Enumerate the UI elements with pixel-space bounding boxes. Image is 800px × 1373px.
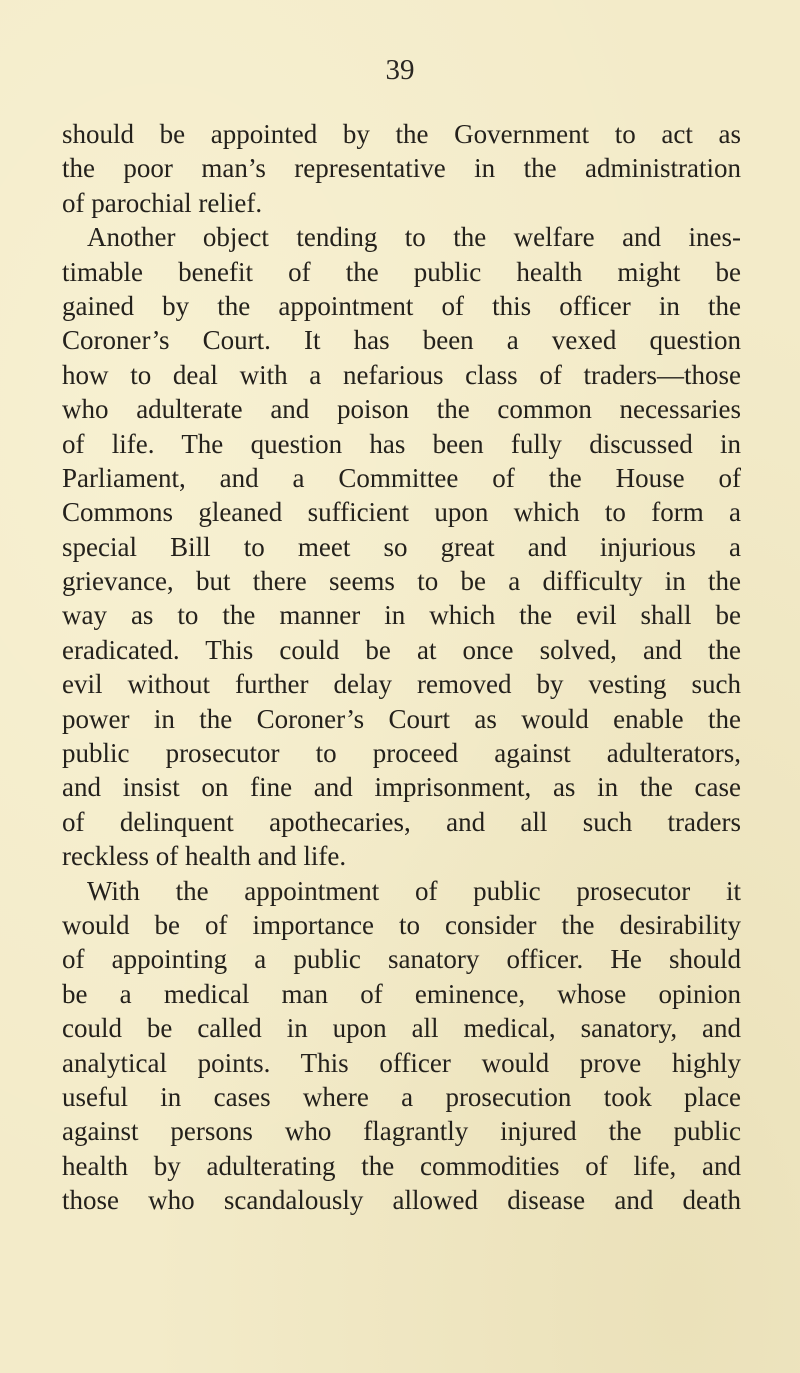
text-line: way as to the manner in which the evil shall be	[62, 600, 741, 631]
text-line: those who scandalously allowed disease and death	[62, 1185, 741, 1216]
text-line: should be appointed by the Government to act as	[62, 119, 741, 149]
text-line: Commons gleaned sufficient upon which to form a	[62, 497, 741, 528]
text-line: eradicated. This could be at once solved, and the	[62, 634, 741, 665]
text-line: useful in cases where a prosecution took place	[62, 1081, 741, 1112]
text-line: could be called in upon all medical, sanatory, and	[62, 1013, 741, 1044]
text-line: grievance, but there seems to be a difficulty in the	[62, 566, 741, 597]
text-line: gained by the appointment of this officer in the	[62, 290, 741, 321]
text-line: and insist on fine and imprisonment, as in the case	[62, 772, 741, 803]
text-line: With the appointment of public prosecutor it	[87, 875, 741, 906]
text-line: evil without further delay removed by vesting such	[62, 669, 741, 700]
text-line: Another object tending to the welfare and ines-	[87, 222, 741, 253]
text-line: the poor man’s representative in the administration	[62, 153, 741, 184]
text-line: reckless of health and life.	[62, 841, 347, 872]
text-line: be a medical man of eminence, whose opinion	[62, 978, 741, 1009]
text-line: power in the Coroner’s Court as would enable the	[62, 703, 741, 734]
text-line: of delinquent apothecaries, and all such traders	[62, 806, 741, 837]
text-line: of appointing a public sanatory officer. He should	[62, 944, 741, 975]
text-line: who adulterate and poison the common necessaries	[62, 394, 741, 425]
text-line: public prosecutor to proceed against adulterators,	[62, 738, 741, 769]
text-line: health by adulterating the commodities of life, and	[62, 1150, 741, 1181]
text-line: special Bill to meet so great and injurious a	[62, 531, 741, 562]
text-line: of life. The question has been fully discussed in	[62, 428, 741, 459]
text-line: against persons who flagrantly injured the public	[62, 1116, 741, 1147]
text-line: Coroner’s Court. It has been a vexed question	[62, 325, 741, 356]
text-line: analytical points. This officer would prove highly	[62, 1047, 741, 1078]
text-line: how to deal with a nefarious class of traders—those	[62, 359, 741, 390]
text-line: of parochial relief.	[62, 187, 263, 218]
body-text	[62, 117, 741, 1218]
text-line: would be of importance to consider the desirability	[62, 909, 741, 940]
text-line: timable benefit of the public health might be	[62, 256, 741, 287]
text-line: Parliament, and a Committee of the House of	[62, 462, 741, 493]
page-number: 39	[385, 54, 415, 86]
